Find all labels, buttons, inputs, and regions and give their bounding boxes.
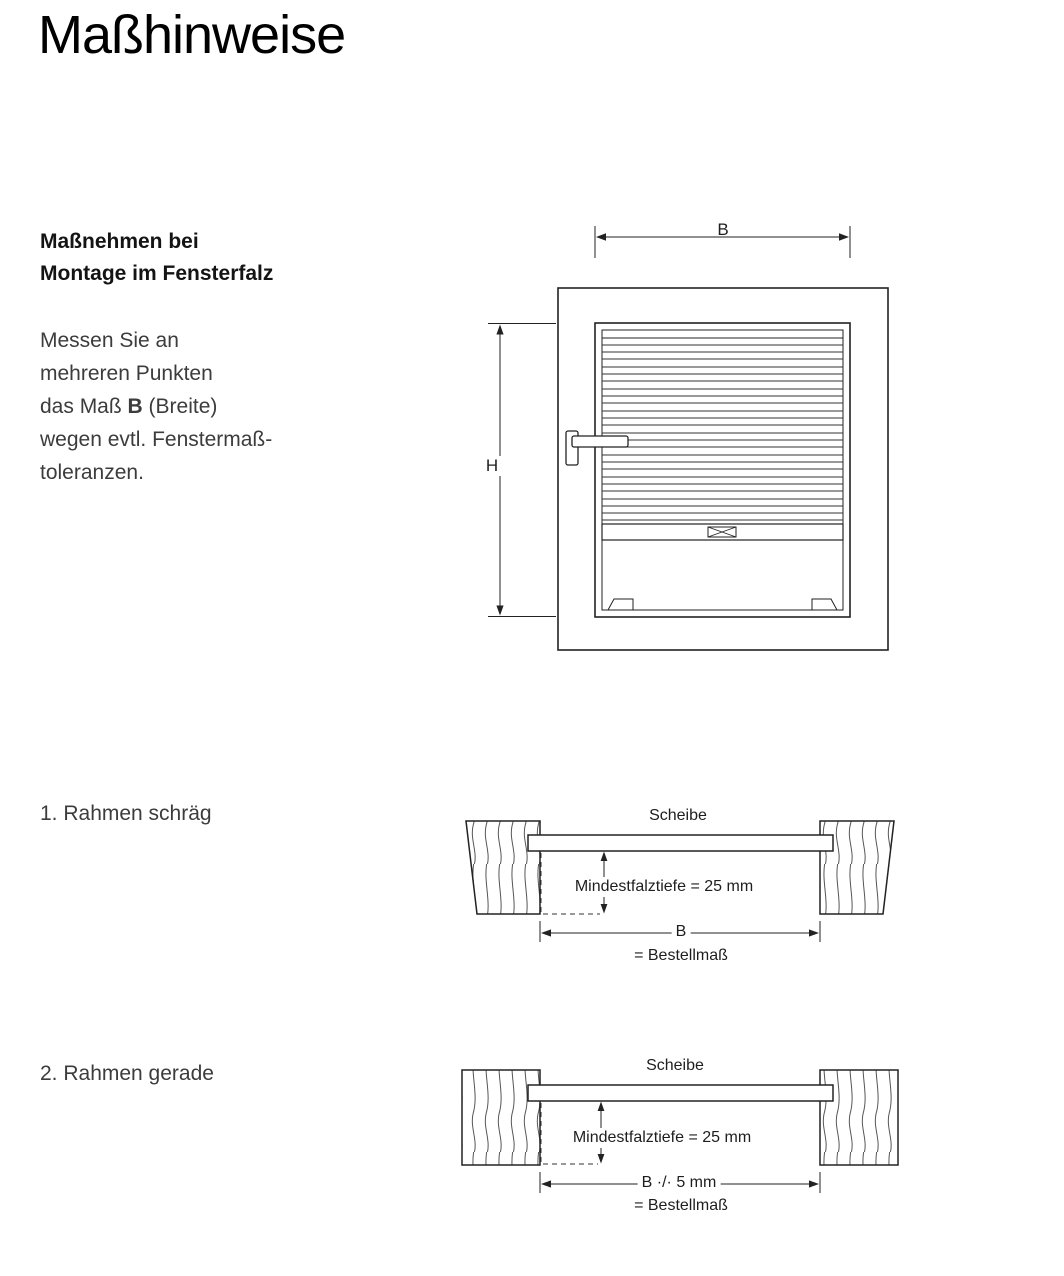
intro-body-line3-post: (Breite) [142, 395, 218, 418]
intro-heading [40, 226, 273, 290]
rail-grip-icon [708, 527, 736, 537]
intro-body-line3-bold: B [127, 395, 143, 418]
section2-width-label: B ·/· 5 mm [638, 1173, 721, 1193]
intro-body-line3-pre: das Maß [40, 395, 128, 418]
intro-body-line3 [40, 390, 272, 423]
height-dimension-label: H [482, 456, 502, 476]
section1-order-label: = Bestellmaß [634, 947, 728, 964]
section1-heading: 1. Rahmen schräg [40, 802, 212, 825]
bottom-brackets [608, 599, 837, 610]
window-handle-icon [566, 431, 628, 465]
blind-headrail [602, 330, 843, 338]
section2-depth-label: Mindestfalztiefe = 25 mm [569, 1128, 755, 1148]
width-dimension-label: B [717, 220, 729, 239]
window-frame-diagram [488, 226, 888, 650]
intro-body-line5: toleranzen. [40, 461, 144, 484]
intro-body-line4: wegen evtl. Fenstermaß- [40, 428, 273, 451]
intro-body-line1: Messen Sie an [40, 329, 179, 352]
page-title: Maßhinweise [38, 5, 346, 65]
section1-width-label: B [672, 922, 691, 942]
intro-heading-line1: Maßnehmen bei [40, 230, 199, 253]
intro-body-line2: mehreren Punkten [40, 362, 213, 385]
glass-pane [528, 835, 833, 851]
section1-pane-label: Scheibe [649, 807, 707, 824]
intro-paragraph [40, 324, 272, 489]
intro-heading-line2: Montage im Fensterfalz [40, 262, 274, 285]
section2-order-label: = Bestellmaß [634, 1197, 728, 1214]
glass-pane [528, 1085, 833, 1101]
section2-heading: 2. Rahmen gerade [40, 1062, 214, 1085]
section1-depth-label: Mindestfalztiefe = 25 mm [571, 877, 757, 897]
section2-pane-label: Scheibe [646, 1057, 704, 1074]
pleated-blind [602, 345, 843, 520]
